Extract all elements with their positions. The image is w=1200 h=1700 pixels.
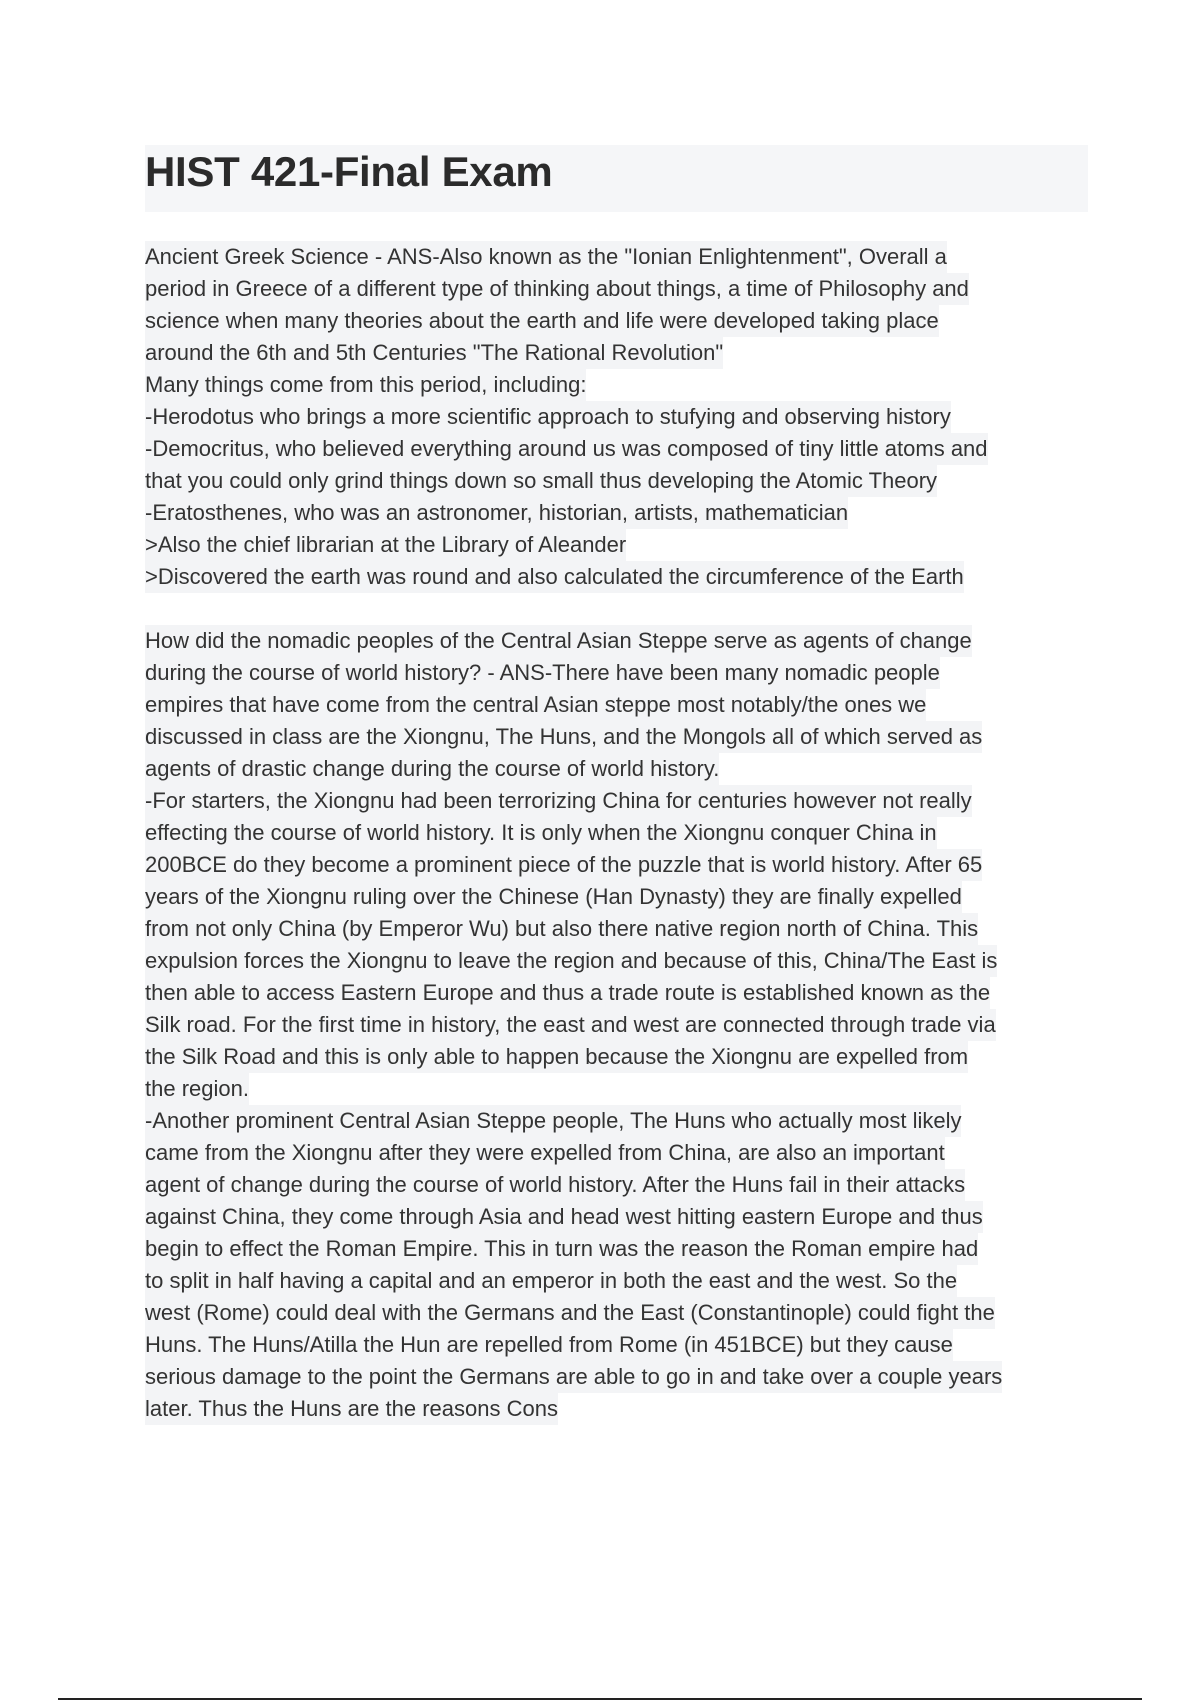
text-line: discussed in class are the Xiongnu, The Huns, and the Mongols all of which served as bbox=[145, 721, 982, 753]
text-line: expulsion forces the Xiongnu to leave the region and because of this, China/The East is bbox=[145, 945, 997, 977]
text-line: -Eratosthenes, who was an astronomer, historian, artists, mathematician bbox=[145, 497, 848, 529]
text-line: the region. bbox=[145, 1073, 249, 1105]
text-line: >Discovered the earth was round and also calculated the circumference of the Earth bbox=[145, 561, 964, 593]
text-line: science when many theories about the earth and life were developed taking place bbox=[145, 305, 939, 337]
text-line: -Democritus, who believed everything around us was composed of tiny little atoms and bbox=[145, 433, 988, 465]
page-title: HIST 421-Final Exam bbox=[145, 148, 553, 195]
text-line: serious damage to the point the Germans are able to go in and take over a couple years bbox=[145, 1361, 1002, 1393]
text-line: around the 6th and 5th Centuries "The Rational Revolution" bbox=[145, 337, 723, 369]
text-line: that you could only grind things down so small thus developing the Atomic Theory bbox=[145, 465, 937, 497]
text-line: agent of change during the course of world history. After the Huns fail in their attacks bbox=[145, 1169, 965, 1201]
text-line: Ancient Greek Science - ANS-Also known as the "Ionian Enlightenment", Overall a bbox=[145, 241, 947, 273]
text-line: period in Greece of a different type of thinking about things, a time of Philosophy and bbox=[145, 273, 969, 305]
text-line: >Also the chief librarian at the Library of Aleander bbox=[145, 529, 626, 561]
document-body bbox=[145, 241, 1095, 1457]
text-line: begin to effect the Roman Empire. This in turn was the reason the Roman empire had bbox=[145, 1233, 978, 1265]
text-line: came from the Xiongnu after they were expelled from China, are also an important bbox=[145, 1137, 945, 1169]
text-line: empires that have come from the central Asian steppe most notably/the ones we bbox=[145, 689, 926, 721]
qa-block-ancient-greek-science bbox=[145, 241, 1095, 593]
text-line: during the course of world history? - ANS-There have been many nomadic people bbox=[145, 657, 940, 689]
qa-block-central-asian-steppe bbox=[145, 625, 1095, 1425]
text-line: years of the Xiongnu ruling over the Chinese (Han Dynasty) they are finally expelled bbox=[145, 881, 962, 913]
text-line: -Herodotus who brings a more scientific approach to stufying and observing history bbox=[145, 401, 951, 433]
text-line: to split in half having a capital and an emperor in both the east and the west. So the bbox=[145, 1265, 957, 1297]
text-line: effecting the course of world history. It is only when the Xiongnu conquer China in bbox=[145, 817, 937, 849]
text-line: from not only China (by Emperor Wu) but also there native region north of China. This bbox=[145, 913, 978, 945]
text-line: 200BCE do they become a prominent piece of the puzzle that is world history. After 65 bbox=[145, 849, 982, 881]
text-line: then able to access Eastern Europe and thus a trade route is established known as the bbox=[145, 977, 990, 1009]
text-line: Silk road. For the first time in history, the east and west are connected through trade via bbox=[145, 1009, 996, 1041]
text-line: the Silk Road and this is only able to happen because the Xiongnu are expelled from bbox=[145, 1041, 968, 1073]
text-line: -For starters, the Xiongnu had been terrorizing China for centuries however not really bbox=[145, 785, 972, 817]
text-line: agents of drastic change during the course of world history. bbox=[145, 753, 719, 785]
text-line: -Another prominent Central Asian Steppe people, The Huns who actually most likely bbox=[145, 1105, 961, 1137]
text-line: against China, they come through Asia and head west hitting eastern Europe and thus bbox=[145, 1201, 983, 1233]
text-line: west (Rome) could deal with the Germans and the East (Constantinople) could fight the bbox=[145, 1297, 995, 1329]
text-line: Many things come from this period, including: bbox=[145, 369, 586, 401]
text-line: later. Thus the Huns are the reasons Cons bbox=[145, 1393, 558, 1425]
text-line: How did the nomadic peoples of the Central Asian Steppe serve as agents of change bbox=[145, 625, 972, 657]
text-line: Huns. The Huns/Atilla the Hun are repelled from Rome (in 451BCE) but they cause bbox=[145, 1329, 953, 1361]
